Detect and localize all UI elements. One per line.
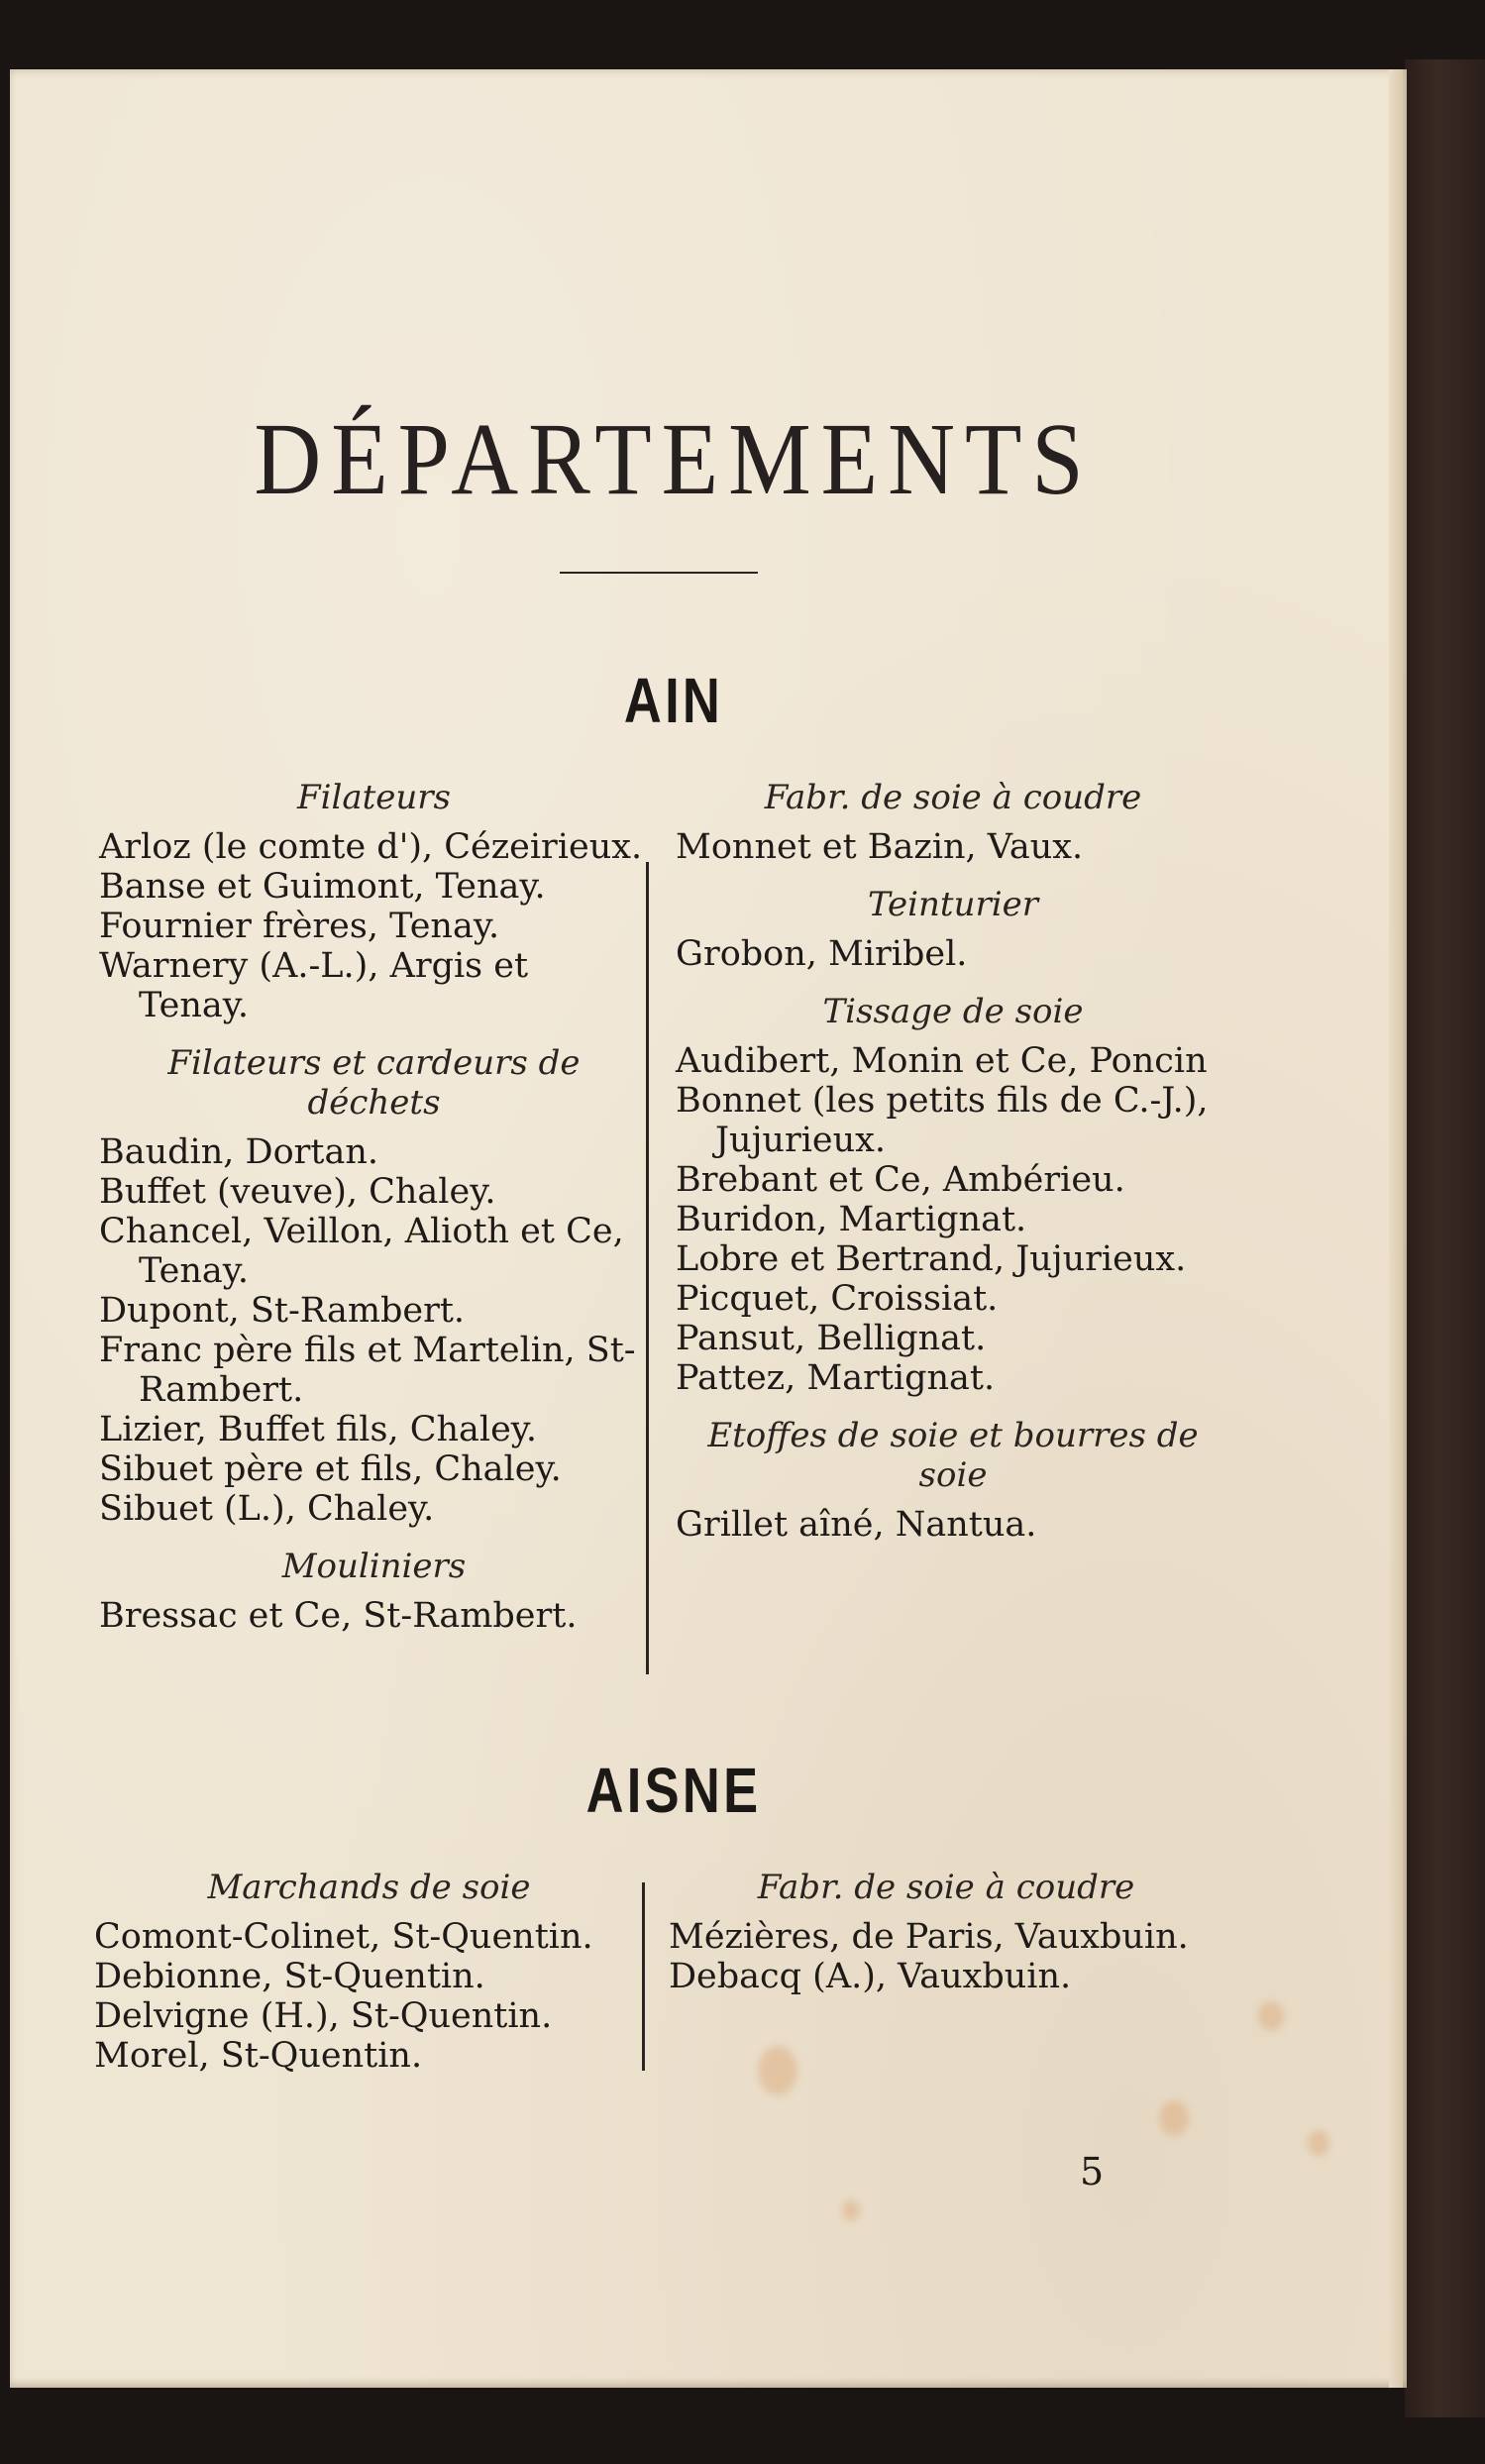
category-label: Filateurs bbox=[297, 778, 451, 817]
list-entry: Buffet (veuve), Chaley. bbox=[99, 1172, 496, 1212]
list-entry: Warnery (A.-L.), Argis et Tenay. bbox=[99, 946, 529, 1025]
category-label: Marchands de soie bbox=[207, 1868, 531, 1907]
list-entry: Lizier, Buffet fils, Chaley. bbox=[99, 1410, 538, 1449]
list-entry: Fournier frères, Tenay. bbox=[99, 907, 500, 946]
foxing-stain bbox=[1159, 2100, 1189, 2136]
list-entry: Sibuet (L.), Chaley. bbox=[99, 1489, 435, 1529]
column-divider bbox=[646, 862, 649, 1674]
list-entry: Debacq (A.), Vauxbuin. bbox=[669, 1957, 1072, 1996]
list-entry: Monnet et Bazin, Vaux. bbox=[676, 827, 1084, 867]
list-entry: Bressac et Ce, St-Rambert. bbox=[99, 1596, 578, 1636]
department-heading-aisne: AISNE bbox=[585, 1755, 762, 1826]
category-label: Filateurs et cardeurs de déchets bbox=[167, 1043, 581, 1123]
list-entry: Baudin, Dortan. bbox=[99, 1132, 378, 1172]
list-entry: Sibuet père et fils, Chaley. bbox=[99, 1449, 562, 1489]
list-entry: Grillet aîné, Nantua. bbox=[676, 1505, 1037, 1545]
category-group bbox=[99, 1043, 649, 1529]
list-entry: Picquet, Croissiat. bbox=[676, 1279, 999, 1319]
category-label: Mouliniers bbox=[281, 1547, 467, 1586]
category-label: Fabr. de soie à coudre bbox=[757, 1868, 1135, 1907]
list-entry: Pattez, Martignat. bbox=[676, 1358, 996, 1398]
list-entry: Morel, St-Quentin. bbox=[94, 2036, 423, 2076]
ain-left-column bbox=[99, 778, 649, 1654]
category-label: Etoffes de soie et bourres de soie bbox=[707, 1416, 1199, 1495]
category-group bbox=[676, 1416, 1230, 1545]
list-entry: Comont-Colinet, St-Quentin. bbox=[94, 1917, 593, 1957]
category-group bbox=[99, 1547, 649, 1636]
list-entry: Grobon, Miribel. bbox=[676, 934, 968, 974]
list-entry: Bonnet (les petits fils de C.-J.), Jujurieux. bbox=[676, 1081, 1209, 1160]
list-entry: Banse et Guimont, Tenay. bbox=[99, 867, 546, 907]
foxing-stain bbox=[758, 2046, 797, 2095]
page-number: 5 bbox=[1080, 2150, 1105, 2194]
department-heading-ain: AIN bbox=[623, 665, 724, 736]
category-group bbox=[676, 885, 1230, 974]
list-entry: Audibert, Monin et Ce, Poncin bbox=[676, 1041, 1208, 1081]
title-rule bbox=[560, 572, 758, 574]
page-edge bbox=[1389, 69, 1403, 2388]
aisne-right-column bbox=[669, 1868, 1223, 2014]
list-entry: Mézières, de Paris, Vauxbuin. bbox=[669, 1917, 1189, 1957]
category-group bbox=[99, 778, 649, 1025]
category-label: Teinturier bbox=[868, 885, 1038, 924]
category-label: Tissage de soie bbox=[822, 992, 1084, 1031]
list-entry: Arloz (le comte d'), Cézeirieux. bbox=[99, 827, 643, 867]
category-label: Fabr. de soie à coudre bbox=[764, 778, 1142, 817]
column-divider bbox=[642, 1882, 645, 2071]
aisne-left-column bbox=[94, 1868, 644, 2093]
list-entry: Chancel, Veillon, Alioth et Ce, Tenay. bbox=[99, 1212, 624, 1291]
category-group bbox=[676, 992, 1230, 1398]
foxing-stain bbox=[1308, 2130, 1329, 2156]
category-group bbox=[669, 1868, 1223, 1996]
list-entry: Franc père fils et Martelin, St-Rambert. bbox=[99, 1331, 636, 1410]
ain-right-column bbox=[676, 778, 1230, 1562]
list-entry: Buridon, Martignat. bbox=[676, 1200, 1027, 1239]
list-entry: Brebant et Ce, Ambérieu. bbox=[676, 1160, 1125, 1200]
category-group bbox=[676, 778, 1230, 867]
list-entry: Pansut, Bellignat. bbox=[676, 1319, 987, 1358]
category-group bbox=[94, 1868, 644, 2076]
foxing-stain bbox=[842, 2199, 860, 2221]
list-entry: Delvigne (H.), St-Quentin. bbox=[94, 1996, 553, 2036]
book-cover-edge bbox=[1405, 59, 1485, 2417]
list-entry: Dupont, St-Rambert. bbox=[99, 1291, 466, 1331]
foxing-stain bbox=[1258, 2001, 1284, 2031]
list-entry: Debionne, St-Quentin. bbox=[94, 1957, 485, 1996]
list-entry: Lobre et Bertrand, Jujurieux. bbox=[676, 1239, 1187, 1279]
page-title: DÉPARTEMENTS bbox=[254, 402, 1094, 517]
book-page bbox=[10, 69, 1407, 2388]
